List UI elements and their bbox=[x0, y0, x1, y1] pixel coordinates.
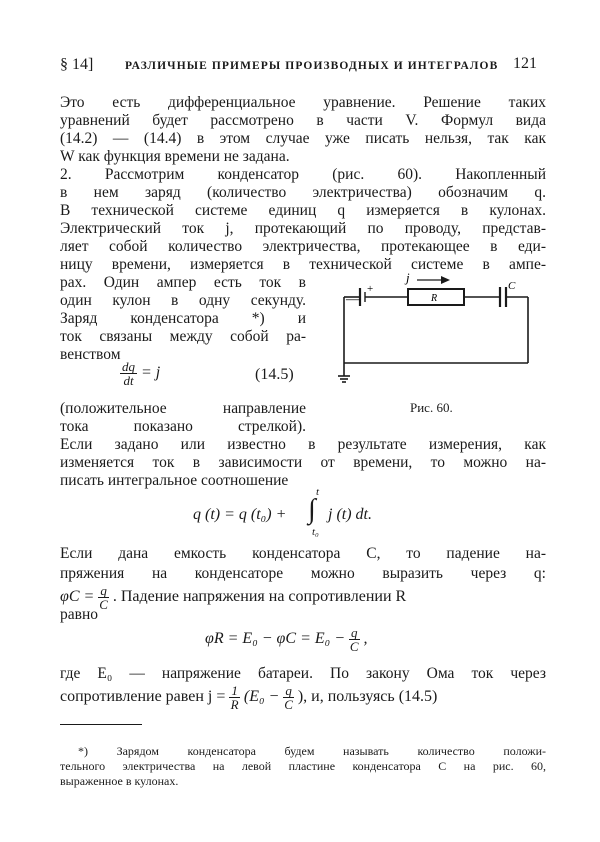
resistor-label: R bbox=[431, 293, 438, 304]
capacitor-label: C bbox=[508, 280, 516, 292]
plus-label: + bbox=[367, 283, 374, 295]
para2-line: в нем заряд (количество электричества) обозначим q. bbox=[60, 184, 546, 201]
para2-line: 2. Рассмотрим конденсатор (рис. 60). Накопленный bbox=[60, 166, 546, 183]
integral-lower-limit: t₀ bbox=[312, 526, 319, 538]
integral-lhs: q (t) = q (t₀) + bbox=[193, 506, 287, 523]
current-label: j bbox=[406, 270, 410, 285]
para1-line: Это есть дифференциальное уравнение. Решение таких bbox=[60, 94, 546, 111]
para1-line: (14.2) — (14.4) в этом случае уже писать нельзя, так как bbox=[60, 130, 546, 147]
para1-line: уравнений будет рассмотрено в части V. Формул вида bbox=[60, 112, 546, 129]
running-title: РАЗЛИЧНЫЕ ПРИМЕРЫ ПРОИЗВОДНЫХ И ИНТЕГРАЛОВ bbox=[125, 60, 499, 72]
para5-line: пряжения на конденсаторе можно выразить через q: bbox=[60, 565, 546, 582]
para2-line: Электрический ток j, протекающий по проводу, представ- bbox=[60, 220, 546, 237]
equation-number-14-5: (14.5) bbox=[255, 366, 294, 383]
para2-line: ляет собой количество электричества, протекающее в еди- bbox=[60, 238, 546, 255]
minus-label: — bbox=[346, 292, 360, 307]
para5-end: равно bbox=[60, 606, 98, 623]
para4-line: писать интегральное соотношение bbox=[60, 472, 289, 489]
ohm-law-line: сопротивление равен j = $\frac{1}{R}$ (E₀ − $\frac{q}{C}$ ), и, пользуясь (14.5) bbox=[60, 683, 438, 712]
equation-14-5: $\frac{dq}{dt}$ = j bbox=[122, 359, 161, 388]
para2-line: В технической системе единиц q измеряется в кулонах. bbox=[60, 202, 546, 219]
side-text-line: Заряд конденсатора *) и bbox=[60, 310, 306, 327]
phi-c-line: φC = $\frac{q}{C}$ . Падение напряжения на сопротивлении R bbox=[60, 583, 407, 612]
para4-line: изменяется ток в зависимости от времени, то можно на- bbox=[60, 454, 546, 471]
side-text-line: один кулон в одну секунду. bbox=[60, 292, 306, 309]
side-text-line: тока показано стрелкой). bbox=[60, 418, 306, 435]
para6-line: где E₀ — напряжение батареи. По закону Ома ток через bbox=[60, 665, 546, 682]
circuit-diagram bbox=[322, 268, 552, 393]
integral-sign: ∫ bbox=[308, 494, 316, 525]
current-arrow-head bbox=[441, 276, 450, 284]
equation-phi-r: φR = E₀ − φC = E₀ − $\frac{q}{C}$ , bbox=[205, 625, 368, 654]
side-text-line: ток связаны между собой ра- bbox=[60, 328, 306, 345]
page-number: 121 bbox=[513, 55, 537, 72]
footnote-rule bbox=[60, 724, 142, 725]
side-text-line: (положительное направление bbox=[60, 400, 306, 417]
para4-line: Если задано или известно в результате измерения, как bbox=[60, 436, 546, 453]
side-text-line: венством bbox=[60, 346, 121, 363]
footnote-line: тельного электричества на левой пластине конденсатора C на рис. 60, bbox=[60, 759, 546, 773]
para2-line: ницу времени, измеряется в технической системе в ампе- bbox=[60, 256, 546, 273]
figure-caption: Рис. 60. bbox=[410, 400, 453, 415]
footnote-line: *) Зарядом конденсатора будем называть количество положи- bbox=[78, 744, 546, 758]
para5-line: Если дана емкость конденсатора C, то падение на- bbox=[60, 545, 546, 562]
integral-upper-limit: t bbox=[316, 486, 320, 498]
integral-rhs: j (t) dt. bbox=[328, 506, 372, 523]
section-number: § 14] bbox=[60, 56, 94, 73]
footnote-line: выраженное в кулонах. bbox=[60, 774, 179, 788]
para1-line: W как функция времени не задана. bbox=[60, 148, 290, 165]
side-text-line: рах. Один ампер есть ток в bbox=[60, 274, 306, 291]
